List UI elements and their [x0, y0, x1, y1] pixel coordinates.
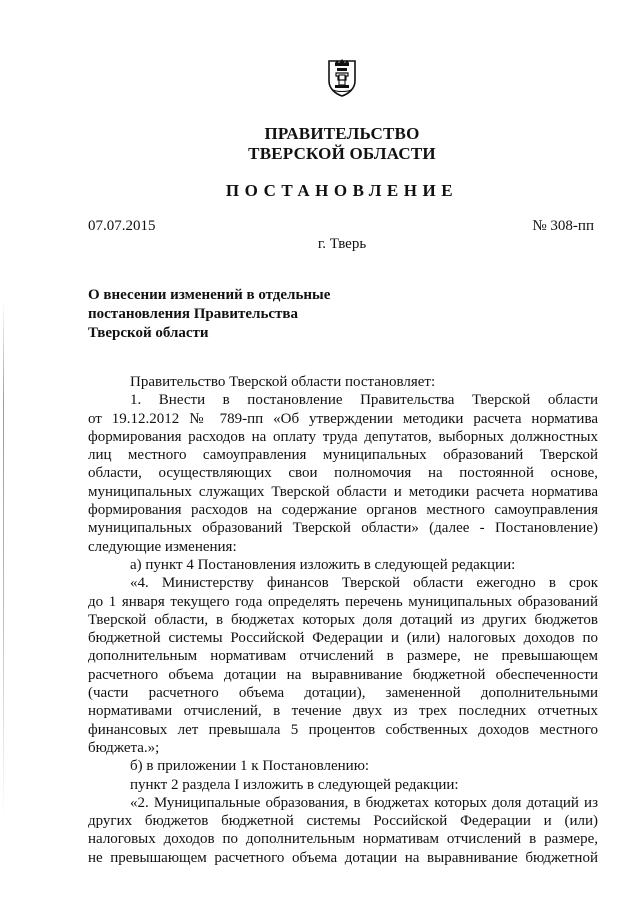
body-line: Правительство Тверской области постановляет: — [130, 374, 436, 390]
body-line: б) в приложении 1 к Постановлению: — [130, 758, 370, 775]
body-line: формирования расходов на оплату труда депутатов, выборных должностных — [88, 428, 598, 445]
body-line: расчетного объема дотации на выравнивание бюджетной обеспеченности — [88, 666, 598, 683]
document-number: № 308-пп — [532, 218, 594, 234]
government-title-line1: ПРАВИТЕЛЬСТВО — [264, 124, 420, 143]
subject-line: О внесении изменений в отдельные — [88, 287, 331, 303]
body-line: лиц местного самоуправления муниципальных образований Тверской — [88, 447, 598, 464]
body-line: «4. Министерству финансов Тверской области ежегодно в срок — [130, 575, 598, 592]
body-line: формирования расходов на содержание органов местного самоуправления — [88, 502, 598, 519]
body-line: (части расчетного объема дотации), замененной дополнительными — [88, 685, 598, 702]
document-date: 07.07.2015 — [88, 218, 156, 234]
body-line: пункт 2 раздела I изложить в следующей редакции: — [130, 776, 459, 793]
body-line: Тверской области, в бюджетах которых доля дотаций из других бюджетов — [88, 611, 598, 628]
document-city: г. Тверь — [317, 236, 367, 252]
subject-line: постановления Правительства — [88, 306, 298, 322]
body-line: муниципальных образований Тверской области» (далее - Постановление) — [88, 520, 598, 537]
government-title-line2: ТВЕРСКОЙ ОБЛАСТИ — [248, 144, 436, 163]
document-body — [88, 373, 598, 867]
body-line: бюджетной системы Российской Федерации и (или) налоговых доходов по — [88, 630, 598, 647]
body-line: нормативами отчислений, в течение двух из трех последних отчетных — [88, 703, 598, 720]
document-type-heading: ПОСТАНОВЛЕНИЕ — [225, 181, 459, 200]
body-line: налоговых доходов по дополнительным нормативам отчислений в размере, — [88, 831, 598, 848]
document-subject — [88, 286, 388, 343]
body-line: до 1 января текущего года определять перечень муниципальных образований — [88, 593, 598, 610]
body-line: от 19.12.2012 № 789-пп «Об утверждении методики расчета норматива — [88, 410, 598, 427]
body-line: бюджета.»; — [88, 739, 160, 756]
body-line: следующие изменения: — [88, 538, 237, 555]
subject-line: Тверской области — [88, 325, 209, 341]
body-line: а) пункт 4 Постановления изложить в следующей редакции: — [130, 556, 516, 573]
body-line: других бюджетов бюджетной системы Российской Федерации и (или) — [88, 813, 598, 830]
tver-coat-of-arms-icon — [327, 57, 357, 97]
scan-edge-line — [3, 300, 4, 820]
body-line: области, осуществляющих свои полномочия на постоянной основе, — [88, 465, 598, 482]
body-line: «2. Муниципальные образования, в бюджетах которых доля дотаций из — [130, 794, 598, 811]
body-line: дополнительным нормативам отчислений в размере, не превышающем — [88, 648, 598, 665]
body-line: финансовых лет превышала 5 процентов собственных доходов местного — [88, 721, 598, 738]
body-line: не превышающем расчетного объема дотации на выравнивание бюджетной — [88, 849, 598, 866]
body-line: 1. Внести в постановление Правительства Тверской области — [130, 392, 598, 409]
body-line: муниципальных служащих Тверской области и методики расчета норматива — [88, 483, 598, 500]
